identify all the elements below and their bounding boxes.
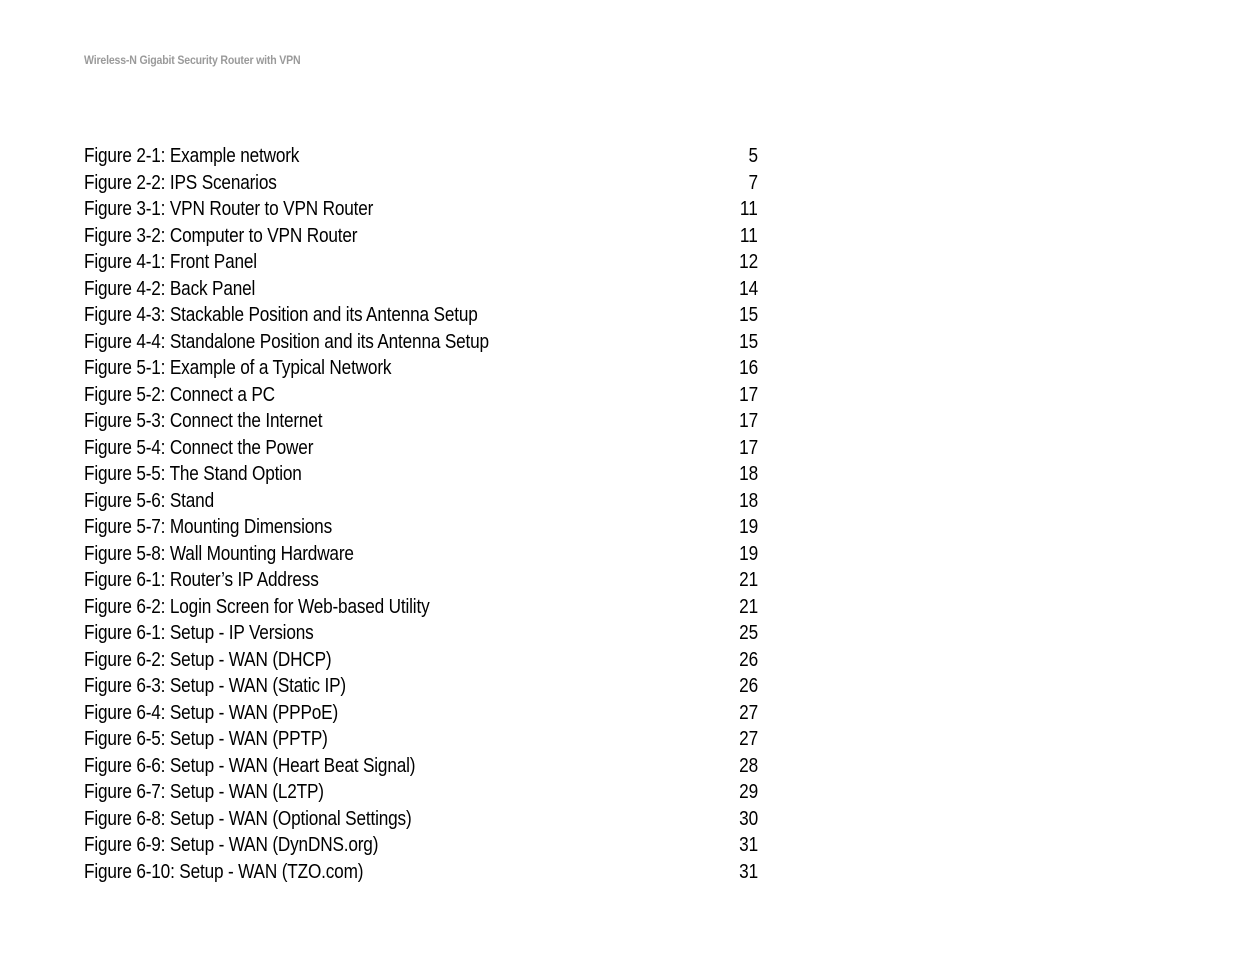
toc-entry-title: Figure 5-5: The Stand Option [84, 463, 302, 485]
toc-entry[interactable] [84, 196, 758, 223]
toc-entry-page-number: 11 [740, 224, 758, 247]
toc-entry-page-number: 18 [738, 489, 758, 512]
toc-entry-page-number: 7 [748, 171, 758, 194]
toc-entry-title: Figure 4-4: Standalone Position and its Antenna Setup [84, 330, 489, 353]
toc-entry-title: Figure 5-4: Connect the Power [84, 436, 314, 459]
toc-entry-title: Figure 6-6: Setup - WAN (Heart Beat Signal) [84, 754, 416, 777]
toc-entry-title: Figure 6-3: Setup - WAN (Static IP) [84, 675, 346, 697]
toc-entry-title: Figure 6-1: Router’s IP Address [84, 569, 319, 591]
toc-entry-page-number: 27 [738, 701, 758, 724]
toc-entry-page-number: 17 [738, 410, 758, 432]
toc-entry-title: Figure 6-9: Setup - WAN (DynDNS.org) [84, 834, 379, 856]
toc-entry[interactable] [84, 382, 758, 409]
toc-entry-title: Figure 5-2: Connect a PC [84, 383, 275, 406]
toc-entry-page-number: 26 [738, 675, 758, 697]
toc-entry-title: Figure 5-7: Mounting Dimensions [84, 516, 333, 538]
toc-entry-title: Figure 6-4: Setup - WAN (PPPoE) [84, 701, 339, 724]
toc-entry[interactable] [84, 594, 758, 621]
toc-entry-title: Figure 3-1: VPN Router to VPN Router [84, 198, 374, 220]
list-of-figures [84, 143, 758, 885]
toc-entry-page-number: 25 [738, 622, 758, 644]
toc-entry-page-number: 17 [738, 436, 758, 459]
toc-entry[interactable] [84, 620, 758, 647]
toc-entry[interactable] [84, 276, 758, 303]
toc-entry[interactable] [84, 143, 758, 170]
toc-entry[interactable] [84, 488, 758, 515]
toc-entry-page-number: 19 [738, 516, 758, 538]
toc-entry-page-number: 16 [738, 357, 758, 379]
toc-entry[interactable] [84, 355, 758, 382]
toc-entry-page-number: 14 [738, 277, 758, 300]
toc-entry-page-number: 15 [738, 330, 758, 353]
toc-entry[interactable] [84, 170, 758, 197]
toc-entry-page-number: 17 [738, 383, 758, 406]
toc-entry-page-number: 31 [738, 860, 758, 883]
toc-entry-title: Figure 5-3: Connect the Internet [84, 410, 323, 432]
toc-entry-title: Figure 5-8: Wall Mounting Hardware [84, 542, 354, 565]
toc-entry-title: Figure 4-1: Front Panel [84, 251, 257, 273]
toc-entry-title: Figure 4-2: Back Panel [84, 277, 256, 300]
toc-entry-page-number: 19 [738, 542, 758, 565]
toc-entry-title: Figure 6-5: Setup - WAN (PPTP) [84, 728, 328, 750]
toc-entry[interactable] [84, 541, 758, 568]
toc-entry[interactable] [84, 302, 758, 329]
toc-entry[interactable] [84, 567, 758, 594]
toc-entry-title: Figure 6-7: Setup - WAN (L2TP) [84, 781, 324, 803]
toc-entry[interactable] [84, 435, 758, 462]
toc-entry-page-number: 12 [738, 251, 758, 273]
toc-entry-page-number: 27 [738, 728, 758, 750]
toc-entry-title: Figure 6-2: Setup - WAN (DHCP) [84, 648, 332, 671]
toc-entry-page-number: 21 [738, 595, 758, 618]
toc-entry-title: Figure 4-3: Stackable Position and its Antenna Setup [84, 304, 478, 326]
toc-entry[interactable] [84, 673, 758, 700]
toc-entry[interactable] [84, 779, 758, 806]
toc-entry[interactable] [84, 408, 758, 435]
toc-entry-title: Figure 3-2: Computer to VPN Router [84, 224, 358, 247]
toc-entry-title: Figure 2-1: Example network [84, 145, 300, 167]
toc-entry-page-number: 29 [738, 781, 758, 803]
toc-entry-page-number: 28 [738, 754, 758, 777]
toc-entry-title: Figure 6-8: Setup - WAN (Optional Settings) [84, 807, 412, 830]
toc-entry[interactable] [84, 461, 758, 488]
toc-entry[interactable] [84, 647, 758, 674]
toc-entry-page-number: 26 [738, 648, 758, 671]
running-header: Wireless-N Gigabit Security Router with VPN [84, 53, 301, 67]
toc-entry[interactable] [84, 514, 758, 541]
toc-entry[interactable] [84, 806, 758, 833]
toc-entry[interactable] [84, 700, 758, 727]
toc-entry-title: Figure 6-2: Login Screen for Web-based Utility [84, 595, 430, 618]
toc-entry[interactable] [84, 859, 758, 886]
toc-entry[interactable] [84, 726, 758, 753]
toc-entry[interactable] [84, 832, 758, 859]
toc-entry[interactable] [84, 329, 758, 356]
toc-entry-title: Figure 5-6: Stand [84, 489, 214, 512]
toc-entry-page-number: 30 [738, 807, 758, 830]
toc-entry-title: Figure 6-1: Setup - IP Versions [84, 622, 314, 644]
toc-entry-page-number: 11 [740, 198, 758, 220]
toc-entry-page-number: 18 [738, 463, 758, 485]
toc-entry-title: Figure 5-1: Example of a Typical Network [84, 357, 392, 379]
toc-entry-title: Figure 6-10: Setup - WAN (TZO.com) [84, 860, 364, 883]
toc-entry-title: Figure 2-2: IPS Scenarios [84, 171, 277, 194]
toc-entry-page-number: 21 [738, 569, 758, 591]
toc-entry-page-number: 31 [738, 834, 758, 856]
toc-entry[interactable] [84, 223, 758, 250]
toc-entry[interactable] [84, 249, 758, 276]
toc-entry-page-number: 5 [748, 145, 758, 167]
toc-entry-page-number: 15 [738, 304, 758, 326]
toc-entry[interactable] [84, 753, 758, 780]
